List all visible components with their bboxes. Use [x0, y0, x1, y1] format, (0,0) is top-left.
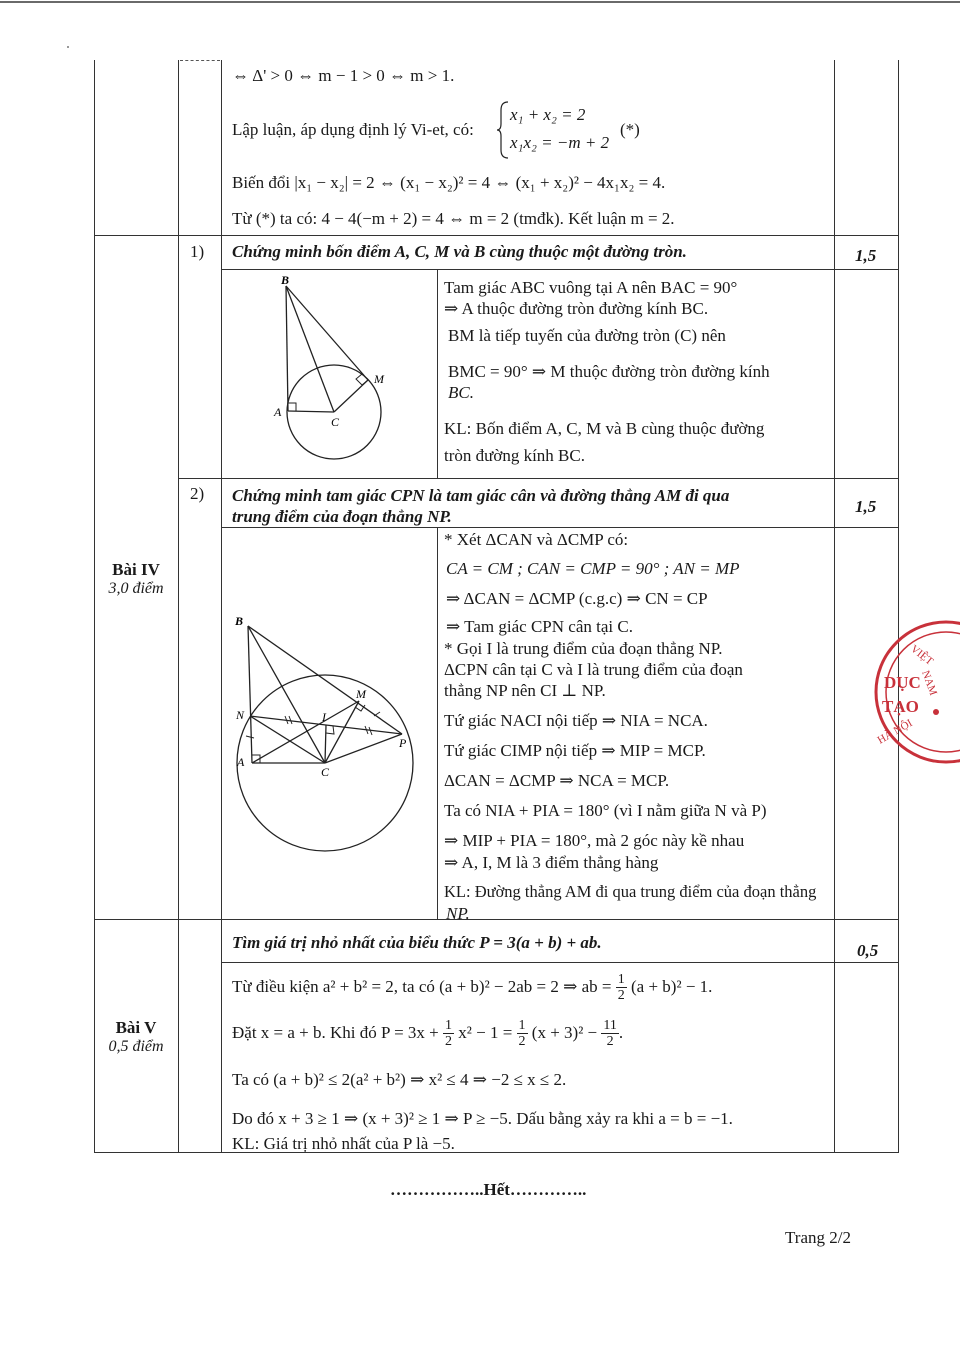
row0-line1: ⇔ Δ' > 0 ⇔ m − 1 > 0 ⇔ m > 1. — [232, 66, 455, 85]
q1-seg-AC — [288, 411, 334, 412]
q2-label-C: C — [321, 765, 330, 779]
q2-right-angle-I — [326, 726, 334, 734]
bai5-title: Tìm giá trị nhỏ nhất của biểu thức P = 3(a + b) + ab. — [232, 933, 602, 952]
q2-seg-CP — [325, 734, 402, 763]
seal-text-1: VIỆT — [908, 642, 936, 668]
official-seal — [866, 612, 960, 772]
system-eq1: x₁ + x₂ = 2 — [510, 105, 586, 124]
q1-label-A: A — [274, 405, 282, 419]
q1-line-3: BM là tiếp tuyến của đường tròn (C) nên — [448, 326, 726, 345]
q2-line-6: ΔCPN cân tại C và I là trung điểm của đoạn — [444, 660, 743, 679]
end-mark: ……………..Hết………….. — [390, 1180, 587, 1199]
q2-score: 1,5 — [855, 497, 877, 516]
q2-number: 2) — [190, 484, 205, 503]
q2-seg-AM — [252, 701, 359, 763]
bai5-points: 0,5 điểm — [108, 1038, 164, 1055]
q2-label-M: M — [356, 687, 366, 701]
q2-line-11: Ta có NIA + PIA = 180° (vì I nằm giữa N và P) — [444, 801, 767, 820]
q1-line-5: BC. — [448, 383, 474, 402]
q2-tick-6 — [374, 712, 380, 716]
q2-label-B: B — [235, 614, 244, 628]
row0-line2: Lập luận, áp dụng định lý Vi-et, có: — [232, 120, 474, 139]
q1-label-M: M — [374, 372, 384, 386]
q2-label-N: N — [236, 708, 245, 722]
bai5-frac-half-3: $\frac{1}{2}$ — [518, 1018, 526, 1050]
q1-line-6: KL: Bốn điểm A, C, M và B cùng thuộc đường — [444, 419, 765, 438]
bai5-line-3: Ta có (a + b)² ≤ 2(a² + b²) ⇒ x² ≤ 4 ⇒ −2 ≤ x ≤ 2. — [232, 1070, 567, 1089]
bai5-line-4: Do đó x + 3 ≥ 1 ⇒ (x + 3)² ≥ 1 ⇒ P ≥ −5. Dấu bằng xảy ra khi a = b = −1. — [232, 1109, 733, 1128]
bai5-line-1-b: (a + b)² − 1. — [631, 976, 713, 996]
seal-star — [933, 709, 939, 715]
bai4-label: Bài IV — [112, 560, 160, 579]
q1-title: Chứng minh bốn điểm A, C, M và B cùng thuộc một đường tròn. — [232, 242, 687, 261]
q2-seg-BA — [248, 626, 252, 763]
seal-graphic — [866, 612, 960, 772]
q2-tick-5 — [246, 736, 254, 738]
row0-line4: Từ (*) ta có: 4 − 4(−m + 2) = 4 ⇔ m = 2 (tmđk). Kết luận m = 2. — [232, 209, 675, 228]
bai5-line-2-c: (x + 3)² − — [531, 1022, 598, 1042]
q2-line-1: * Xét ΔCAN và ΔCMP có: — [444, 530, 629, 549]
q2-figure — [222, 528, 436, 918]
q2-line-15: NP. — [446, 904, 470, 923]
q1-number: 1) — [190, 242, 205, 261]
system-star: (*) — [620, 120, 640, 139]
q1-seg-BA — [286, 286, 288, 411]
q1-label-C: C — [331, 415, 340, 429]
q2-title-2: trung điểm của đoạn thẳng NP. — [232, 507, 452, 526]
system-brace — [496, 100, 510, 160]
top-rule — [0, 1, 960, 3]
q2-line-8: Tứ giác NACI nội tiếp ⇒ NIA = NCA. — [444, 711, 708, 730]
system-eq2: x₁x₂ = −m + 2 — [510, 133, 610, 152]
seal-text-4: TẠO — [882, 697, 919, 716]
bai5-frac-half-1: $\frac{1}{2}$ — [617, 972, 625, 1004]
q1-line-4: BMC = 90° ⇒ M thuộc đường tròn đường kính — [448, 362, 770, 381]
bai5-line-5: KL: Giá trị nhỏ nhất của P là −5. — [232, 1134, 455, 1153]
q1-right-angle-A — [288, 403, 296, 411]
q1-score: 1,5 — [855, 246, 877, 265]
bai5-line-2 — [232, 1018, 623, 1050]
q1-label-B: B — [281, 273, 290, 287]
q2-line-7: thẳng NP nên CI ⊥ NP. — [444, 681, 606, 700]
q2-line-14: KL: Đường thẳng AM đi qua trung điểm của đoạn thẳng — [444, 882, 817, 901]
q2-line-12: ⇒ MIP + PIA = 180°, mà 2 góc này kề nhau — [444, 831, 745, 850]
q2-label-A: A — [237, 755, 245, 769]
q2-label-P: P — [399, 736, 407, 750]
q1-seg-BC — [286, 286, 334, 412]
seal-text-2: NAM — [919, 668, 940, 698]
q1-line-2: ⇒ A thuộc đường tròn đường kính BC. — [444, 299, 709, 318]
q2-line-10: ΔCAN = ΔCMP ⇒ NCA = MCP. — [444, 771, 670, 790]
q2-title-1: Chứng minh tam giác CPN là tam giác cân và đường thẳng AM đi qua — [232, 486, 730, 505]
page-number: Trang 2/2 — [785, 1228, 851, 1247]
q2-line-4: ⇒ Tam giác CPN cân tại C. — [446, 617, 633, 636]
bai5-frac-eleven-half: $\frac{11}{2}$ — [603, 1018, 617, 1050]
q2-seg-CI — [325, 725, 326, 763]
q1-figure — [222, 270, 436, 477]
bai4-label-cell — [94, 560, 178, 598]
bai5-label: Bài V — [115, 1018, 157, 1037]
bai5-line-2-a: Đặt x = a + b. Khi đó P = 3x + — [232, 1022, 439, 1042]
bai5-line-1 — [232, 972, 712, 1004]
q2-line-13: ⇒ A, I, M là 3 điểm thẳng hàng — [444, 853, 659, 872]
q2-line-9: Tứ giác CIMP nội tiếp ⇒ MIP = MCP. — [444, 741, 706, 760]
q1-line-1: Tam giác ABC vuông tại A nên BAC = 90° — [444, 278, 738, 297]
q2-line-2: CA = CM ; CAN = CMP = 90° ; AN = MP — [446, 559, 740, 578]
q2-label-I: I — [322, 710, 326, 724]
seal-text-5: HÀ NỘI — [875, 717, 915, 747]
bai5-score: 0,5 — [857, 941, 879, 960]
speck — [67, 46, 69, 48]
q2-line-3: ⇒ ΔCAN = ΔCMP (c.g.c) ⇒ CN = CP — [446, 589, 708, 608]
bai5-line-2-b: x² − 1 = — [458, 1022, 513, 1042]
bai5-line-2-d: . — [618, 1022, 624, 1042]
row0-line3: Biến đổi |x₁ − x₂| = 2 ⇔ (x₁ − x₂)² = 4 ⇔ (x₁ + x₂)² − 4x₁x₂ = 4. — [232, 173, 666, 192]
bai5-line-1-a: Từ điều kiện a² + b² = 2, ta có (a + b)² − 2ab = 2 ⇒ ab = — [232, 976, 612, 996]
q2-line-5: * Gọi I là trung điểm của đoạn thẳng NP. — [444, 639, 723, 658]
q2-tick-2 — [289, 716, 292, 724]
q1-line-7: tròn đường kính BC. — [444, 446, 585, 465]
q1-right-angle-M — [356, 374, 368, 385]
bai5-label-cell — [94, 1018, 178, 1056]
bai5-frac-half-2: $\frac{1}{2}$ — [445, 1018, 453, 1050]
bai4-points: 3,0 điểm — [108, 580, 164, 597]
seal-text-3: DỤC — [884, 673, 921, 692]
